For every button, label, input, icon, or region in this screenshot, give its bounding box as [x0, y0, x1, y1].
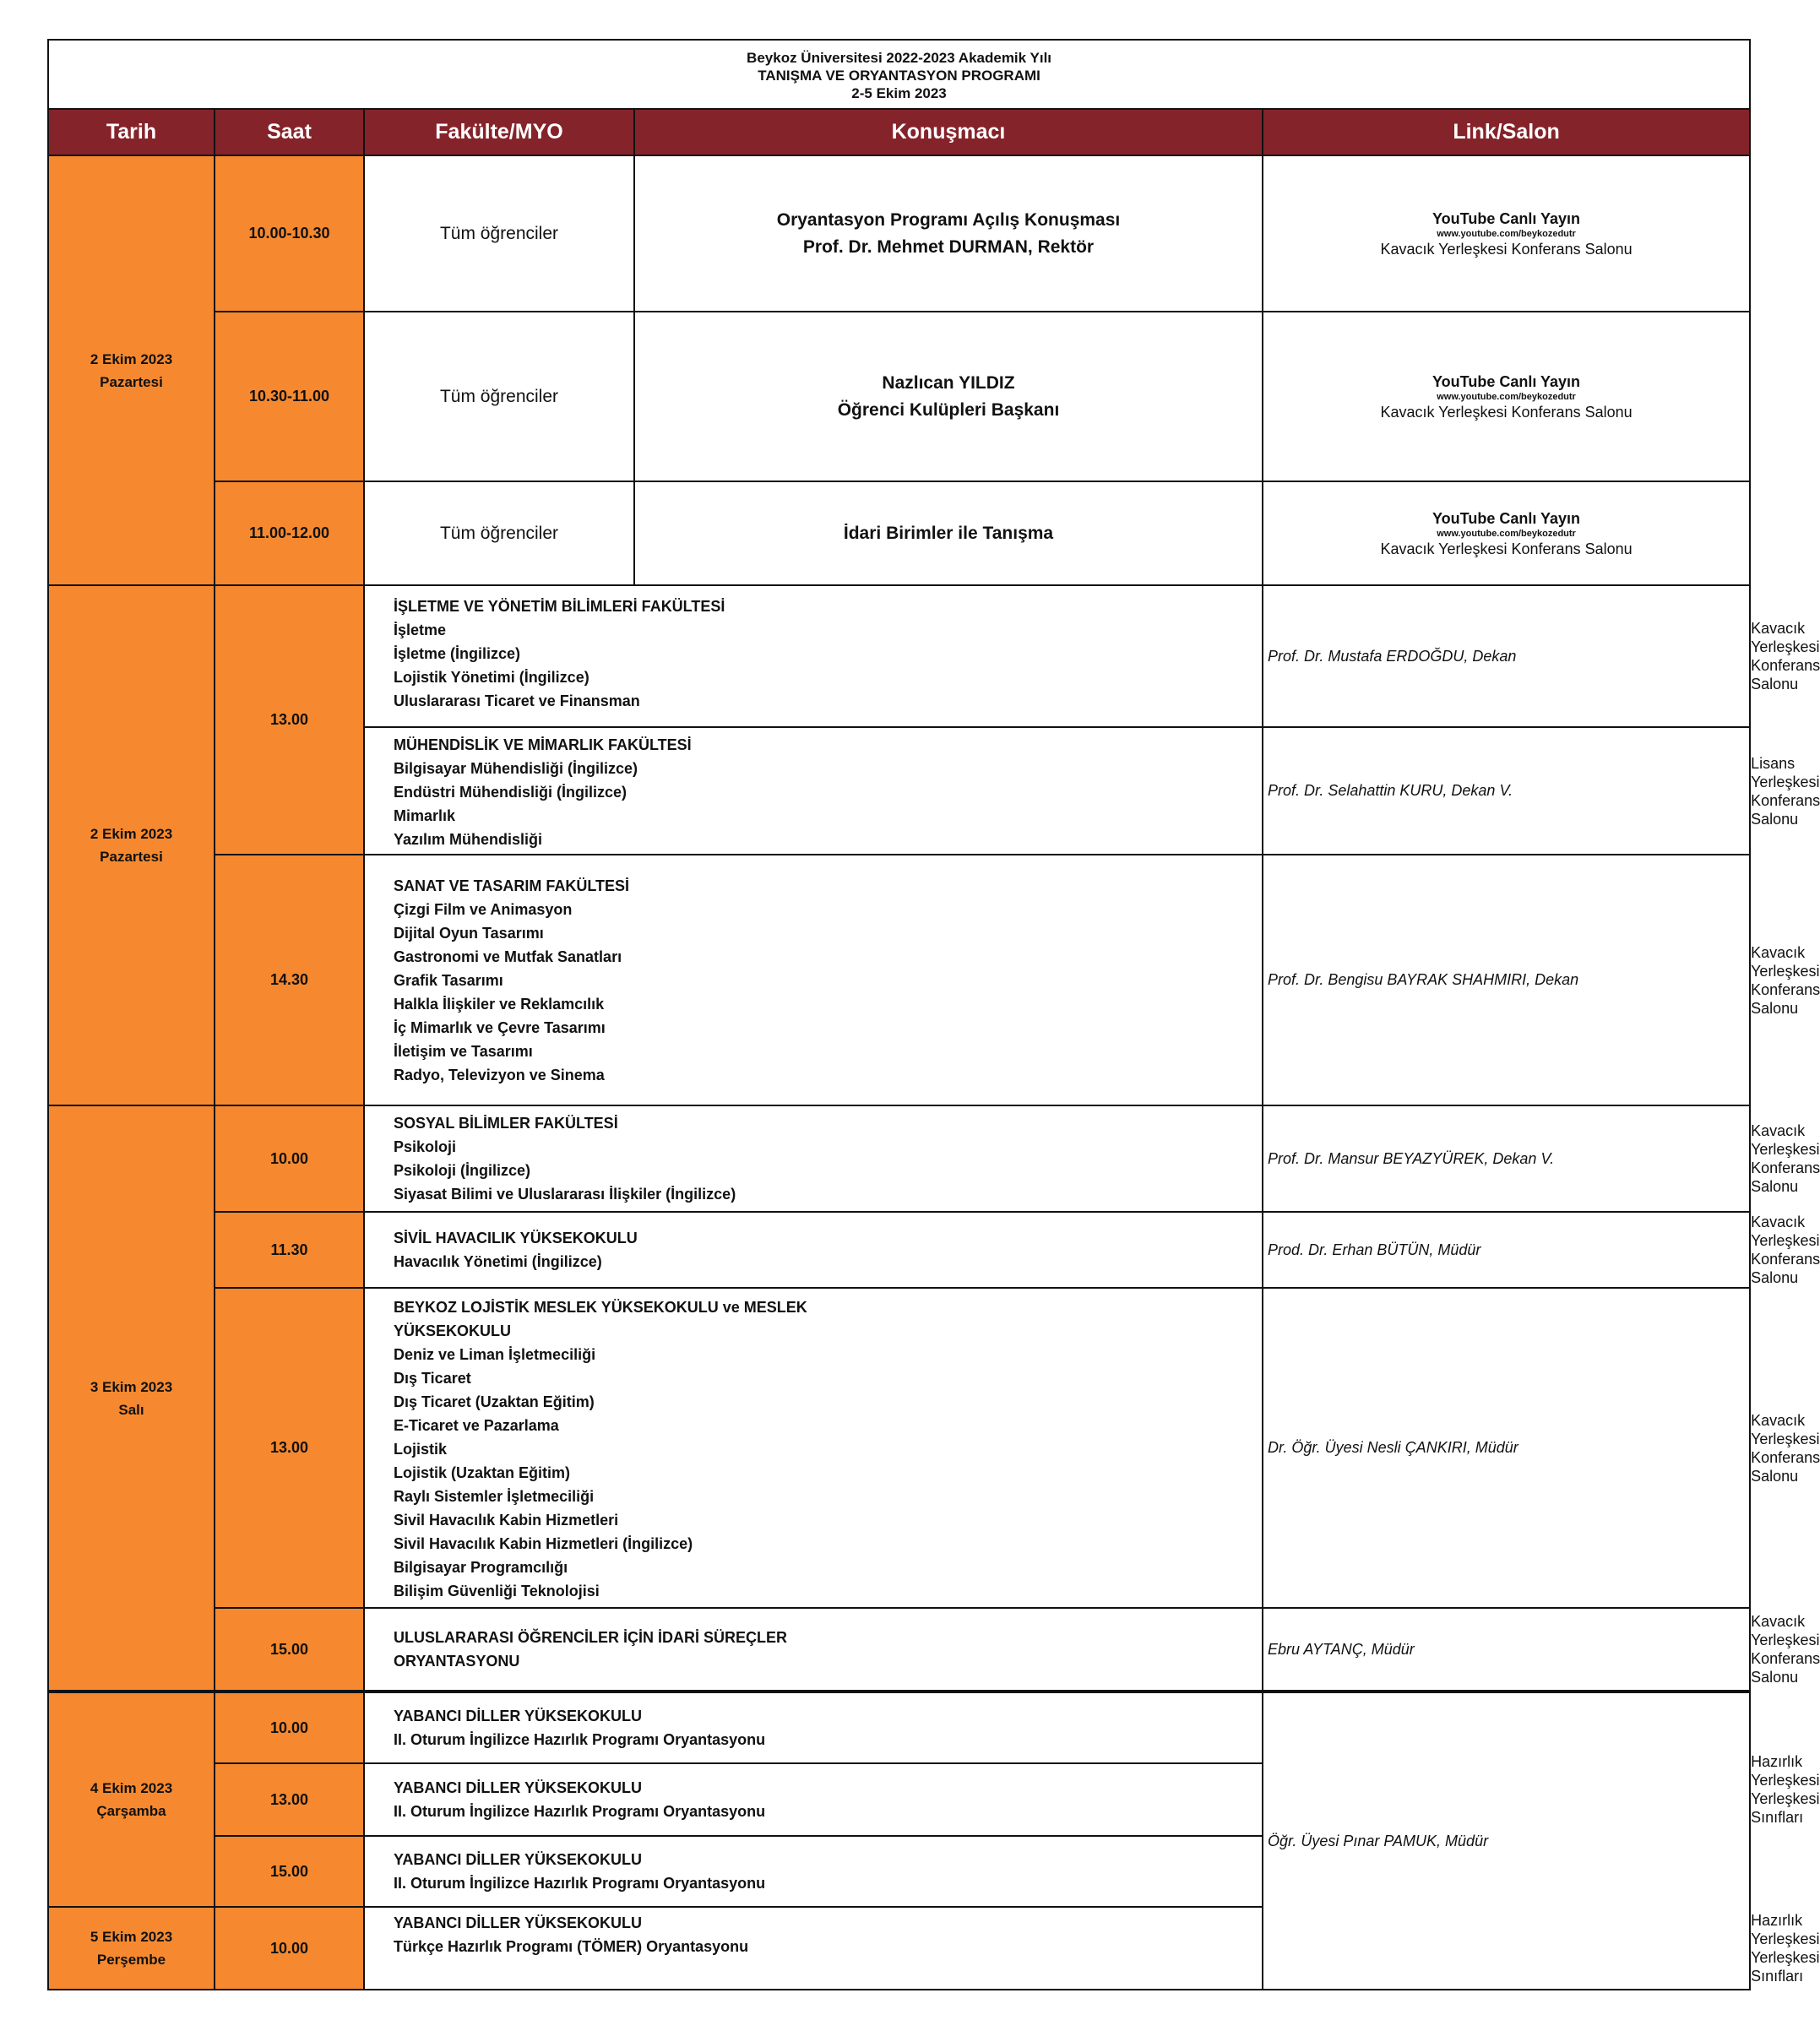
time-cell: 13.00: [215, 585, 364, 855]
time-cell: 13.00: [215, 1288, 364, 1608]
faculty-cell: MÜHENDİSLİK VE MİMARLIK FAKÜLTESİ Bilgisayar Mühendisliği (İngilizce) Endüstri Mühendisliği (İngilizce) Mimarlık Yazılım Mühendisliği: [364, 727, 1263, 855]
link-salon-cell: YouTube Canlı Yayın www.youtube.com/beykozedutr Kavacık Yerleşkesi Konferans Salonu: [1263, 481, 1750, 585]
time-cell: 11.00-12.00: [215, 481, 364, 585]
date-cell: 2 Ekim 2023 Pazartesi: [48, 585, 215, 1105]
time-cell: 10.00: [215, 1692, 364, 1763]
header-konusmaci: Konuşmacı: [634, 109, 1263, 155]
time-cell: 15.00: [215, 1836, 364, 1907]
faculty-cell: YABANCI DİLLER YÜKSEKOKULU II. Oturum İngilizce Hazırlık Programı Oryantasyonu: [364, 1763, 1263, 1836]
youtube-link[interactable]: www.youtube.com/beykozedutr: [1437, 528, 1576, 539]
faculty-cell: ULUSLARARASI ÖĞRENCİLER İÇİN İDARİ SÜREÇLER ORYANTASYONU: [364, 1608, 1263, 1692]
document-title: [48, 40, 1750, 109]
faculty-cell: YABANCI DİLLER YÜKSEKOKULU II. Oturum İngilizce Hazırlık Programı Oryantasyonu: [364, 1836, 1263, 1907]
youtube-live-label: YouTube Canlı Yayın: [1432, 372, 1581, 390]
date-cell: 4 Ekim 2023 Çarşamba: [48, 1692, 215, 1907]
title-line-3: 2-5 Ekim 2023: [851, 84, 947, 101]
time-cell: 10.00: [215, 1105, 364, 1212]
speaker-cell: Öğr. Üyesi Pınar PAMUK, Müdür: [1263, 1692, 1750, 1990]
table-row: 13.00 BEYKOZ LOJİSTİK MESLEK YÜKSEKOKULU ve MESLEK YÜKSEKOKULU Deniz ve Liman İşletmeciliği Dış Ticaret Dış Ticaret (Uzaktan Eğitim) E-Ticaret ve Pazarlama Lojistik Lojistik (Uzaktan Eğitim) Raylı Sistemler İşletmeciliği Sivil Havacılık Kabin Hizmetleri Sivil Havacılık Kabin Hizmetleri (İngilizce) Bilgisayar Programcılığı Bilişim Güvenliği Teknolojisi Dr. Öğr. Üyesi Nesli ÇANKIRI, Müdür Kavacık Yerleşkesi Konferans Salonu: [48, 1288, 1750, 1608]
time-cell: 10.00-10.30: [215, 155, 364, 312]
time-cell: 11.30: [215, 1212, 364, 1288]
speaker-cell: Ebru AYTANÇ, Müdür: [1263, 1608, 1750, 1692]
header-fakulte: Fakülte/MYO: [364, 109, 634, 155]
speaker-cell: Dr. Öğr. Üyesi Nesli ÇANKIRI, Müdür: [1263, 1288, 1750, 1608]
faculty-cell: SİVİL HAVACILIK YÜKSEKOKULU Havacılık Yönetimi (İngilizce): [364, 1212, 1263, 1288]
table-row: 15.00 ULUSLARARASI ÖĞRENCİLER İÇİN İDARİ SÜREÇLER ORYANTASYONU Ebru AYTANÇ, Müdür Kavacık Yerleşkesi Konferans Salonu: [48, 1608, 1750, 1692]
header-saat: Saat: [215, 109, 364, 155]
table-row: 3 Ekim 2023 Salı 10.00 SOSYAL BİLİMLER FAKÜLTESİ Psikoloji Psikoloji (İngilizce) Siyasat Bilimi ve Uluslararası İlişkiler (İngilizce) Prof. Dr. Mansur BEYAZYÜREK, Dekan V. Kavacık Yerleşkesi Konferans Salonu: [48, 1105, 1750, 1212]
link-salon-cell: YouTube Canlı Yayın www.youtube.com/beykozedutr Kavacık Yerleşkesi Konferans Salonu: [1263, 312, 1750, 481]
table-row: 14.30 SANAT VE TASARIM FAKÜLTESİ Çizgi Film ve Animasyon Dijital Oyun Tasarımı Gastronomi ve Mutfak Sanatları Grafik Tasarımı Halkla İlişkiler ve Reklamcılık İç Mimarlık ve Çevre Tasarımı İletişim ve Tasarımı Radyo, Televizyon ve Sinema Prof. Dr. Bengisu BAYRAK SHAHMIRI, Dekan Kavacık Yerleşkesi Konferans Salonu: [48, 855, 1750, 1105]
youtube-link[interactable]: www.youtube.com/beykozedutr: [1437, 228, 1576, 239]
table-row: 4 Ekim 2023 Çarşamba 10.00 YABANCI DİLLER YÜKSEKOKULU II. Oturum İngilizce Hazırlık Programı Oryantasyonu Öğr. Üyesi Pınar PAMUK, Müdür Hazırlık Yerleşkesi Yerleşkesi Sınıfları: [48, 1692, 1750, 1763]
header-link-salon: Link/Salon: [1263, 109, 1750, 155]
speaker-cell: Prod. Dr. Erhan BÜTÜN, Müdür: [1263, 1212, 1750, 1288]
youtube-live-label: YouTube Canlı Yayın: [1432, 209, 1581, 227]
header-tarih: Tarih: [48, 109, 215, 155]
faculty-cell: SANAT VE TASARIM FAKÜLTESİ Çizgi Film ve Animasyon Dijital Oyun Tasarımı Gastronomi ve Mutfak Sanatları Grafik Tasarımı Halkla İlişkiler ve Reklamcılık İç Mimarlık ve Çevre Tasarımı İletişim ve Tasarımı Radyo, Televizyon ve Sinema: [364, 855, 1263, 1105]
audience-cell: Tüm öğrenciler: [364, 155, 634, 312]
time-cell: 14.30: [215, 855, 364, 1105]
speaker-cell: Nazlıcan YILDIZ Öğrenci Kulüpleri Başkanı: [634, 312, 1263, 481]
audience-cell: Tüm öğrenciler: [364, 481, 634, 585]
date-cell: 3 Ekim 2023 Salı: [48, 1105, 215, 1692]
table-row: 2 Ekim 2023 Pazartesi 13.00 İŞLETME VE YÖNETİM BİLİMLERİ FAKÜLTESİ İşletme İşletme (İngilizce) Lojistik Yönetimi (İngilizce) Uluslararası Ticaret ve Finansman Prof. Dr. Mustafa ERDOĞDU, Dekan Kavacık Yerleşkesi Konferans Salonu: [48, 585, 1750, 727]
youtube-live-label: YouTube Canlı Yayın: [1432, 509, 1581, 527]
table-row: MÜHENDİSLİK VE MİMARLIK FAKÜLTESİ Bilgisayar Mühendisliği (İngilizce) Endüstri Mühendisliği (İngilizce) Mimarlık Yazılım Mühendisliği Prof. Dr. Selahattin KURU, Dekan V. Lisans Yerleşkesi Konferans Salonu: [48, 727, 1750, 855]
table-row: [48, 312, 1750, 481]
table-row: [48, 481, 1750, 585]
date-cell: 5 Ekim 2023 Perşembe: [48, 1907, 215, 1990]
link-salon-cell: YouTube Canlı Yayın www.youtube.com/beykozedutr Kavacık Yerleşkesi Konferans Salonu: [1263, 155, 1750, 312]
speaker-cell: Prof. Dr. Bengisu BAYRAK SHAHMIRI, Dekan: [1263, 855, 1750, 1105]
speaker-cell: İdari Birimler ile Tanışma: [634, 481, 1263, 585]
faculty-cell: İŞLETME VE YÖNETİM BİLİMLERİ FAKÜLTESİ İşletme İşletme (İngilizce) Lojistik Yönetimi (İngilizce) Uluslararası Ticaret ve Finansman: [364, 585, 1263, 727]
table-row: 5 Ekim 2023 Perşembe 10.00 YABANCI DİLLER YÜKSEKOKULU Türkçe Hazırlık Programı (TÖMER) Oryantasyonu Hazırlık Yerleşkesi Yerleşkesi Sınıfları: [48, 1907, 1750, 1990]
audience-cell: Tüm öğrenciler: [364, 312, 634, 481]
speaker-cell: Prof. Dr. Mansur BEYAZYÜREK, Dekan V.: [1263, 1105, 1750, 1212]
faculty-cell: YABANCI DİLLER YÜKSEKOKULU II. Oturum İngilizce Hazırlık Programı Oryantasyonu: [364, 1692, 1263, 1763]
table-row: [48, 155, 1750, 312]
faculty-cell: YABANCI DİLLER YÜKSEKOKULU Türkçe Hazırlık Programı (TÖMER) Oryantasyonu: [364, 1907, 1263, 1990]
faculty-cell: SOSYAL BİLİMLER FAKÜLTESİ Psikoloji Psikoloji (İngilizce) Siyasat Bilimi ve Uluslararası İlişkiler (İngilizce): [364, 1105, 1263, 1212]
title-line-2: TANIŞMA VE ORYANTASYON PROGRAMI: [758, 67, 1040, 84]
header-row: [48, 109, 1750, 155]
faculty-cell: BEYKOZ LOJİSTİK MESLEK YÜKSEKOKULU ve MESLEK YÜKSEKOKULU Deniz ve Liman İşletmeciliği Dış Ticaret Dış Ticaret (Uzaktan Eğitim) E-Ticaret ve Pazarlama Lojistik Lojistik (Uzaktan Eğitim) Raylı Sistemler İşletmeciliği Sivil Havacılık Kabin Hizmetleri Sivil Havacılık Kabin Hizmetleri (İngilizce) Bilgisayar Programcılığı Bilişim Güvenliği Teknolojisi: [364, 1288, 1263, 1608]
table-row: 11.30 SİVİL HAVACILIK YÜKSEKOKULU Havacılık Yönetimi (İngilizce) Prod. Dr. Erhan BÜTÜN, Müdür Kavacık Yerleşkesi Konferans Salonu: [48, 1212, 1750, 1288]
speaker-cell: Prof. Dr. Selahattin KURU, Dekan V.: [1263, 727, 1750, 855]
time-cell: 10.00: [215, 1907, 364, 1990]
time-cell: 10.30-11.00: [215, 312, 364, 481]
time-cell: 15.00: [215, 1608, 364, 1692]
title-line-1: Beykoz Üniversitesi 2022-2023 Akademik Yılı: [747, 49, 1052, 66]
time-cell: 13.00: [215, 1763, 364, 1836]
youtube-link[interactable]: www.youtube.com/beykozedutr: [1437, 391, 1576, 402]
orientation-schedule-table: [47, 39, 1820, 1990]
speaker-cell: Oryantasyon Programı Açılış Konuşması Prof. Dr. Mehmet DURMAN, Rektör: [634, 155, 1263, 312]
speaker-cell: Prof. Dr. Mustafa ERDOĞDU, Dekan: [1263, 585, 1750, 727]
date-cell: 2 Ekim 2023 Pazartesi: [48, 155, 215, 585]
